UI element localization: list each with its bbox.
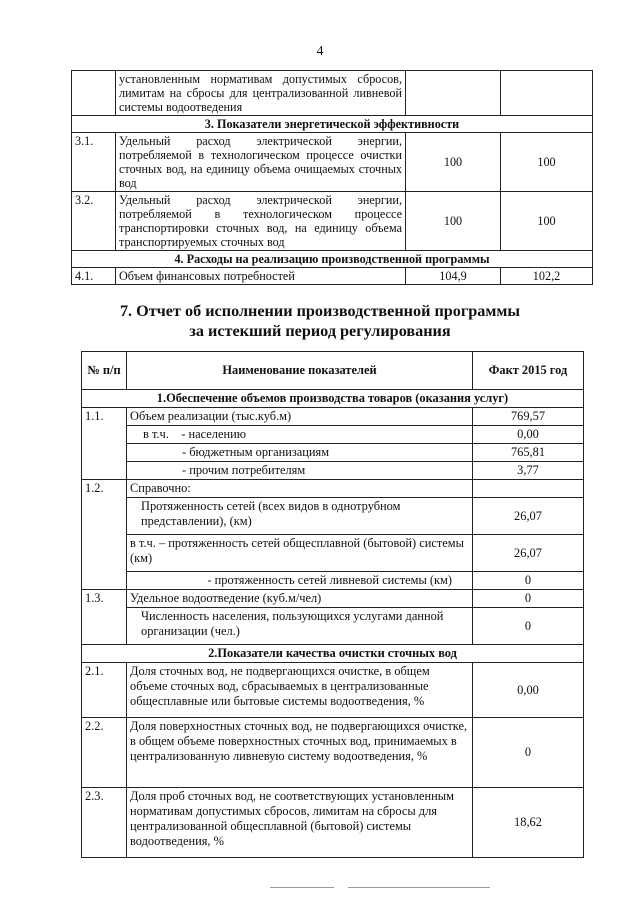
table-row	[82, 426, 584, 444]
table-row	[82, 408, 584, 426]
indicator-value: 0,00	[473, 426, 584, 444]
header-fact: Факт 2015 год	[473, 352, 584, 390]
continued-row-text: установленным нормативам допустимых сбросов, лимитам на сбросы для централизованной ливневой системы водоотведения	[116, 71, 406, 116]
table-row	[82, 535, 584, 572]
indicator-subitem: - прочим потребителям	[127, 462, 473, 480]
indicator-subitem: - протяженность сетей ливневой системы (км)	[127, 572, 473, 590]
indicator-value: 0	[473, 572, 584, 590]
report-table	[81, 351, 584, 858]
row-number: 3.1.	[72, 133, 116, 192]
section-row	[72, 251, 593, 268]
table-row	[82, 788, 584, 858]
report-heading-line-1: 7. Отчет об исполнении производственной программы	[119, 302, 521, 320]
row-number: 1.2.	[82, 480, 127, 590]
indicator-text: Объем реализации (тыс.куб.м)	[127, 408, 473, 426]
footer-line	[270, 887, 334, 888]
indicator-value-fact: 100	[501, 192, 593, 251]
indicators-table-continued	[71, 70, 593, 285]
indicator-text: Удельный расход электрической энергии, потребляемой в технологическом процессе очистки сточных вод, на единицу объема очищаемых сточных вод	[116, 133, 406, 192]
row-number: 3.2.	[72, 192, 116, 251]
table-row	[82, 608, 584, 645]
table-row	[82, 572, 584, 590]
section-1-title: 1.Обеспечение объемов производства товаров (оказания услуг)	[82, 390, 584, 408]
table-row	[72, 268, 593, 285]
indicator-subitem	[127, 426, 473, 444]
subitem-text: - населению	[181, 427, 246, 441]
row-number: 2.1.	[82, 663, 127, 718]
indicator-value-plan: 100	[406, 133, 501, 192]
section-4-title: 4. Расходы на реализацию производственной программы	[72, 251, 593, 268]
subitem-prefix: в т.ч.	[143, 427, 169, 441]
row-number: 2.2.	[82, 718, 127, 788]
indicator-value: 18,62	[473, 788, 584, 858]
indicator-value: 26,07	[473, 498, 584, 535]
indicator-value: 769,57	[473, 408, 584, 426]
indicator-value-fact: 102,2	[501, 268, 593, 285]
section-row	[82, 645, 584, 663]
table-row	[82, 663, 584, 718]
row-number: 4.1.	[72, 268, 116, 285]
indicator-value: 0	[473, 608, 584, 645]
section-row	[82, 390, 584, 408]
table-row	[82, 480, 584, 498]
indicator-subitem: - бюджетным организациям	[127, 444, 473, 462]
indicator-value: 0	[473, 718, 584, 788]
indicator-value: 0,00	[473, 663, 584, 718]
footer-line	[348, 887, 490, 888]
indicator-value: 26,07	[473, 535, 584, 572]
indicator-text: Справочно:	[127, 480, 473, 498]
row-number: 1.1.	[82, 408, 127, 480]
indicator-subitem: Протяженность сетей (всех видов в однотрубном представлении), (км)	[127, 498, 473, 535]
indicator-value: 0	[473, 590, 584, 608]
indicator-text: Доля поверхностных сточных вод, не подвергающихся очистке, в общем объеме поверхностных сточных вод, принимаемых в централизованную ливневую систему водоотведения, %	[127, 718, 473, 788]
table-row	[82, 498, 584, 535]
page-number: 4	[316, 44, 324, 59]
row-number: 1.3.	[82, 590, 127, 645]
header-number: № п/п	[82, 352, 127, 390]
table-row	[72, 71, 593, 116]
table-row	[82, 444, 584, 462]
indicator-subitem: Численность населения, пользующихся услугами данной организации (чел.)	[127, 608, 473, 645]
table-row	[72, 192, 593, 251]
section-2-title: 2.Показатели качества очистки сточных вод	[82, 645, 584, 663]
section-row	[72, 116, 593, 133]
report-heading-line-2: за истекший период регулирования	[189, 322, 451, 340]
indicator-subitem: в т.ч. – протяженность сетей общесплавной (бытовой) системы (км)	[127, 535, 473, 572]
indicator-value-plan: 100	[406, 192, 501, 251]
indicator-value: 3,77	[473, 462, 584, 480]
table-header-row	[82, 352, 584, 390]
section-3-title: 3. Показатели энергетической эффективности	[72, 116, 593, 133]
indicator-text: Доля проб сточных вод, не соответствующих установленным нормативам допустимых сбросов, лимитам на сбросы для централизованной общесплавной (бытовой) системы водоотведения, %	[127, 788, 473, 858]
indicator-text: Удельное водоотведение (куб.м/чел)	[127, 590, 473, 608]
table-row	[82, 462, 584, 480]
row-number: 2.3.	[82, 788, 127, 858]
indicator-value: 765,81	[473, 444, 584, 462]
indicator-text: Доля сточных вод, не подвергающихся очистке, в общем объеме сточных вод, сбрасываемых в централизованные общесплавные или бытовые системы водоотведения, %	[127, 663, 473, 718]
indicator-text: Объем финансовых потребностей	[116, 268, 406, 285]
header-name: Наименование показателей	[127, 352, 473, 390]
table-row	[82, 718, 584, 788]
indicator-value-fact: 100	[501, 133, 593, 192]
indicator-value-plan: 104,9	[406, 268, 501, 285]
indicator-text: Удельный расход электрической энергии, потребляемой в технологическом процессе транспортировки сточных вод, на единицу объема транспортируемых сточных вод	[116, 192, 406, 251]
table-row	[82, 590, 584, 608]
table-row	[72, 133, 593, 192]
